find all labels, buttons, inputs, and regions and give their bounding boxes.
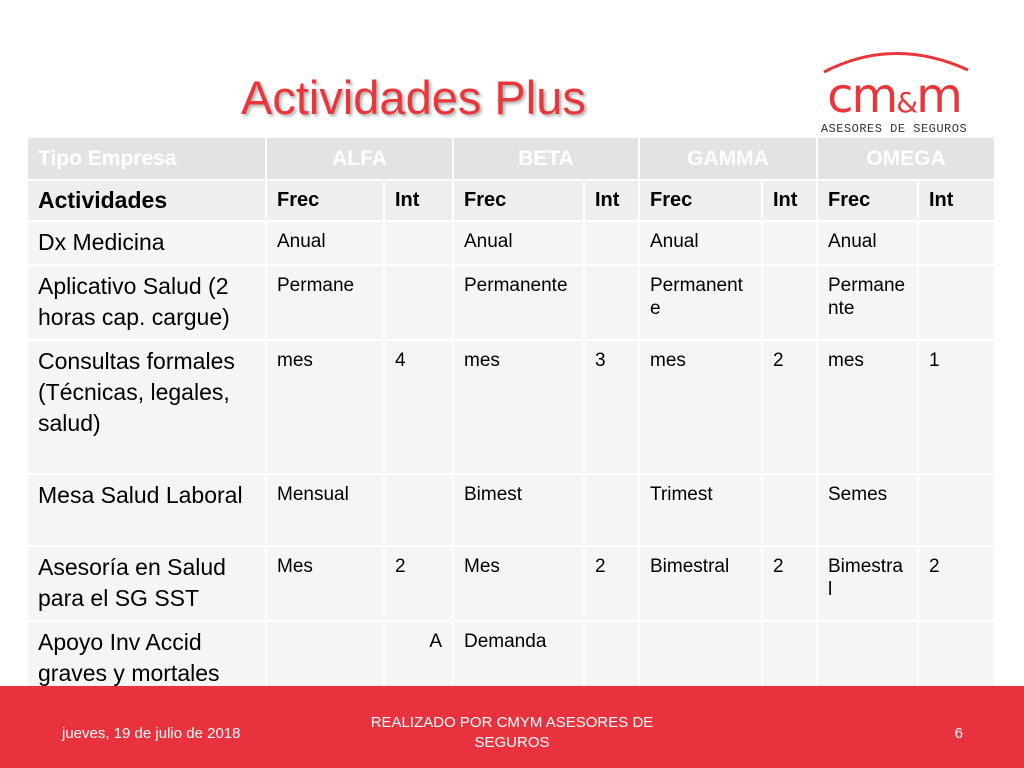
table-cell <box>584 474 639 546</box>
table-row <box>28 546 995 621</box>
footer-bar <box>0 686 1024 768</box>
table-cell: A <box>384 621 453 696</box>
table-cell: 2 <box>762 340 817 474</box>
table-cell: 2 <box>384 546 453 621</box>
company-logo <box>812 40 976 140</box>
table-cell: Mes <box>266 546 384 621</box>
footer-date: jueves, 19 de julio de 2018 <box>62 725 241 742</box>
table-cell: Bimestral <box>639 546 762 621</box>
table-cell: 2 <box>918 546 995 621</box>
footer-author: REALIZADO POR CMYM ASESORES DE SEGUROS <box>370 714 654 751</box>
activity-cell: Asesoría en Salud para el SG SST <box>28 546 266 621</box>
table-cell <box>762 621 817 696</box>
header-beta: BETA <box>453 138 639 180</box>
logo-tagline: ASESORES DE SEGUROS <box>820 122 968 136</box>
table-cell: mes <box>639 340 762 474</box>
subheader-int: Int <box>584 180 639 221</box>
table-cell <box>584 221 639 265</box>
table-cell: Demanda <box>453 621 584 696</box>
header-alfa: ALFA <box>266 138 453 180</box>
table-cell <box>384 474 453 546</box>
table-cell <box>762 474 817 546</box>
table-cell: Anual <box>453 221 584 265</box>
subheader-frec: Frec <box>453 180 584 221</box>
activity-cell: Mesa Salud Laboral <box>28 474 266 546</box>
table-cell <box>918 621 995 696</box>
table-row <box>28 265 995 340</box>
table-cell <box>639 621 762 696</box>
activity-cell: Aplicativo Salud (2 horas cap. cargue) <box>28 265 266 340</box>
logo-wordmark: cm&m <box>827 68 961 124</box>
table-cell: 2 <box>762 546 817 621</box>
table-cell: Mes <box>453 546 584 621</box>
table-cell <box>266 621 384 696</box>
table-cell: Permanente <box>817 265 918 340</box>
table-cell: Trimest <box>639 474 762 546</box>
table-cell: 1 <box>918 340 995 474</box>
table-cell: Mensual <box>266 474 384 546</box>
table-cell: Anual <box>639 221 762 265</box>
table-cell: Permane <box>266 265 384 340</box>
subheader-int: Int <box>918 180 995 221</box>
table-cell: Bimestral <box>817 546 918 621</box>
header-tipo-empresa: Tipo Empresa <box>28 138 266 180</box>
header-gamma: GAMMA <box>639 138 817 180</box>
activity-cell: Dx Medicina <box>28 221 266 265</box>
table-cell <box>584 621 639 696</box>
activity-cell: Consultas formales (Técnicas, legales, salud) <box>28 340 266 474</box>
table-row <box>28 340 995 474</box>
subheader-actividades: Actividades <box>28 180 266 221</box>
table-cell <box>918 265 995 340</box>
page-number: 6 <box>954 725 963 742</box>
activities-table <box>28 138 996 697</box>
table-cell: mes <box>266 340 384 474</box>
table-row <box>28 474 995 546</box>
table-cell: Semes <box>817 474 918 546</box>
table-cell <box>762 265 817 340</box>
table-cell <box>762 221 817 265</box>
table-cell: Permanente <box>453 265 584 340</box>
table-cell <box>817 621 918 696</box>
table-row <box>28 221 995 265</box>
subheader-frec: Frec <box>817 180 918 221</box>
table-cell: 2 <box>584 546 639 621</box>
subheader-frec: Frec <box>639 180 762 221</box>
table-cell <box>384 265 453 340</box>
table-subheader-row <box>28 180 995 221</box>
table-cell: mes <box>817 340 918 474</box>
table-cell: mes <box>453 340 584 474</box>
table-cell: Permanente <box>639 265 762 340</box>
subheader-int: Int <box>384 180 453 221</box>
subheader-int: Int <box>762 180 817 221</box>
table-cell: 4 <box>384 340 453 474</box>
table-cell: 3 <box>584 340 639 474</box>
table-cell <box>384 221 453 265</box>
table-cell <box>918 221 995 265</box>
table-header-row <box>28 138 995 180</box>
subheader-frec: Frec <box>266 180 384 221</box>
table-row <box>28 621 995 696</box>
slide-title: Actividades Plus <box>241 71 586 124</box>
table-cell: Anual <box>266 221 384 265</box>
header-omega: OMEGA <box>817 138 995 180</box>
activity-cell: Apoyo Inv Accid graves y mortales <box>28 621 266 696</box>
table-cell: Anual <box>817 221 918 265</box>
table-cell: Bimest <box>453 474 584 546</box>
table-cell <box>918 474 995 546</box>
table-cell <box>584 265 639 340</box>
